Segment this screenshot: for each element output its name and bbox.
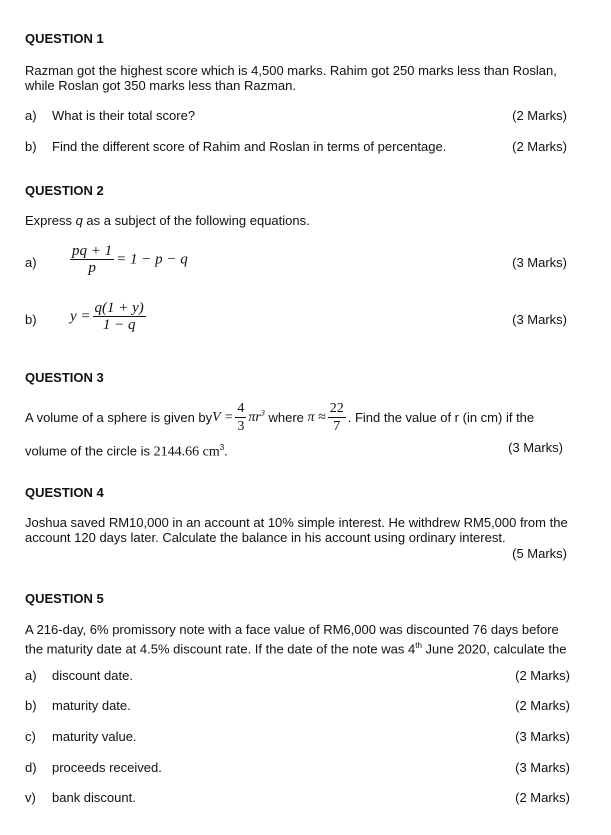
question-4-text-line-1: Joshua saved RM10,000 in an account at 10% simple interest. He withdrew RM5,000 from the xyxy=(25,515,568,530)
question-5d-text: proceeds received. xyxy=(52,760,162,775)
question-2a-fraction xyxy=(70,243,114,277)
question-1a-label: a) xyxy=(25,108,37,123)
question-2b-numerator: q(1 + y) xyxy=(94,300,144,316)
question-3-pi-numerator: 22 xyxy=(329,401,344,416)
question-2b-marks: (3 Marks) xyxy=(512,312,567,327)
question-1-text-line-1: Razman got the highest score which is 4,500 marks. Rahim got 250 marks less than Roslan, xyxy=(25,63,557,78)
question-5a-label: a) xyxy=(25,668,37,683)
question-5-line-2-sup: th xyxy=(415,641,422,650)
question-3-pi-denominator: 7 xyxy=(333,419,341,434)
question-3-line-2-end: . xyxy=(224,443,228,459)
question-2-intro-pre: Express xyxy=(25,213,76,228)
question-2a-denominator: p xyxy=(88,260,96,276)
question-3-pi-symbol: π ≈ xyxy=(307,410,326,426)
question-1-heading: QUESTION 1 xyxy=(25,31,104,46)
question-5-heading: QUESTION 5 xyxy=(25,591,104,606)
question-2a-rhs: = 1 − p − q xyxy=(116,251,188,268)
question-5-text-line-2 xyxy=(25,638,566,657)
question-3-volume-value: 2144.66 cm xyxy=(153,444,220,460)
question-5-text-line-1: A 216-day, 6% promissory note with a face value of RM6,000 was discounted 76 days before xyxy=(25,622,559,637)
question-5v-text: bank discount. xyxy=(52,790,136,805)
question-5-line-2-pre: the maturity date at 4.5% discount rate. If the date of the note was 4 xyxy=(25,641,416,657)
question-5c-label: c) xyxy=(25,729,36,744)
question-3-v-numerator: 4 xyxy=(237,401,245,416)
question-3-pi-fraction xyxy=(328,401,346,435)
question-3-v-rest: πr xyxy=(248,410,261,426)
question-3-volume-formula xyxy=(212,401,265,435)
question-2b-lhs: y = xyxy=(70,308,91,325)
question-5d-label: d) xyxy=(25,760,37,775)
question-1b-text: Find the different score of Rahim and Roslan in terms of percentage. xyxy=(52,139,447,154)
question-3-line-2 xyxy=(25,440,228,460)
question-2-intro-var: q xyxy=(75,213,83,228)
question-3-v-eq: V = xyxy=(212,410,234,426)
question-5c-marks: (3 Marks) xyxy=(515,729,570,744)
question-3-marks: (3 Marks) xyxy=(508,440,563,455)
question-4-marks: (5 Marks) xyxy=(512,546,567,561)
question-5a-marks: (2 Marks) xyxy=(515,668,570,683)
question-1a-marks: (2 Marks) xyxy=(512,108,567,123)
question-3-line-2-pre: volume of the circle is xyxy=(25,443,154,459)
question-5-line-2-post: June 2020, calculate the xyxy=(421,641,567,657)
question-2b-equation xyxy=(70,300,148,334)
question-2a-marks: (3 Marks) xyxy=(512,255,567,270)
question-5v-marks: (2 Marks) xyxy=(515,790,570,805)
question-4-text-line-2: account 120 days later. Calculate the balance in his account using ordinary interest. xyxy=(25,530,506,545)
question-1-text-line-2: while Roslan got 350 marks less than Razman. xyxy=(25,78,296,93)
question-3-volume-exponent: 3 xyxy=(219,443,225,452)
question-1a-text: What is their total score? xyxy=(52,108,196,123)
question-2a-label: a) xyxy=(25,255,37,270)
question-5b-text: maturity date. xyxy=(52,698,131,713)
question-5v-label: v) xyxy=(25,790,36,805)
question-5d-marks: (3 Marks) xyxy=(515,760,570,775)
question-3-post: . Find the value of r (in cm) if the xyxy=(347,410,535,425)
question-2-intro xyxy=(25,213,310,229)
question-3-line-1 xyxy=(25,401,534,435)
question-3-heading: QUESTION 3 xyxy=(25,370,104,385)
question-4-heading: QUESTION 4 xyxy=(25,485,104,500)
question-2a-numerator: pq + 1 xyxy=(72,243,113,259)
question-1b-marks: (2 Marks) xyxy=(512,139,567,154)
question-1b-label: b) xyxy=(25,139,37,154)
question-2-intro-post: as a subject of the following equations. xyxy=(82,213,310,228)
question-2a-equation xyxy=(68,243,188,277)
question-5b-label: b) xyxy=(25,698,37,713)
question-2b-fraction xyxy=(93,300,146,334)
question-2b-denominator: 1 − q xyxy=(102,317,136,333)
question-5b-marks: (2 Marks) xyxy=(515,698,570,713)
question-2-heading: QUESTION 2 xyxy=(25,183,104,198)
question-2b-label: b) xyxy=(25,312,37,327)
question-5c-text: maturity value. xyxy=(52,729,137,744)
question-5a-text: discount date. xyxy=(52,668,133,683)
question-3-v-denominator: 3 xyxy=(237,419,245,434)
question-3-pre: A volume of a sphere is given by xyxy=(25,410,213,425)
question-3-pi-approx xyxy=(308,401,348,435)
question-3-where: where xyxy=(264,410,308,425)
question-3-v-fraction xyxy=(235,401,246,435)
question-3-v-exponent: 3 xyxy=(260,408,265,418)
